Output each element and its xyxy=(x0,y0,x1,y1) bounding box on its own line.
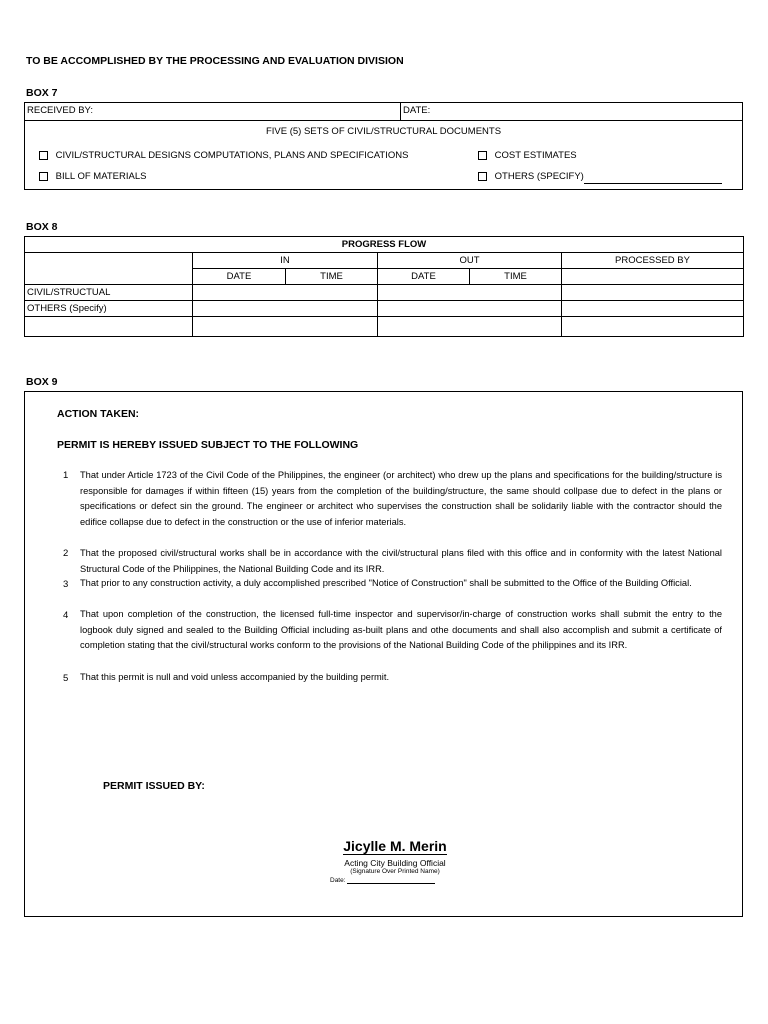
processed-by-header: PROCESSED BY xyxy=(562,253,744,269)
signature-date-label: Date: xyxy=(330,877,346,884)
progress-flow-title: PROGRESS FLOW xyxy=(25,237,744,253)
action-taken-label: ACTION TAKEN: xyxy=(57,408,140,420)
signature-date-line[interactable] xyxy=(347,883,435,884)
in-date-header: DATE xyxy=(193,269,286,285)
documents-title: FIVE (5) SETS OF CIVIL/STRUCTURAL DOCUMENTS xyxy=(265,126,502,137)
row-label-others: OTHERS (Specify) xyxy=(25,301,193,317)
permit-heading: PERMIT IS HEREBY ISSUED SUBJECT TO THE FOLLOWING xyxy=(57,439,359,451)
signature-date xyxy=(330,877,435,884)
condition-number: 2 xyxy=(63,548,69,559)
checkbox-bill-of-materials[interactable] xyxy=(39,171,146,182)
checkbox-others-label: OTHERS (SPECIFY) xyxy=(494,171,584,182)
signature-block xyxy=(285,838,505,875)
processed-by-cell[interactable] xyxy=(562,317,744,337)
condition-text: That under Article 1723 of the Civil Code of the Philippines, the engineer (or architect) who drew up the plans and specifications for the building/structure is responsible for damages if within fifteen (15) years from the completion of the building/structure, the same should collpase due to defect in the plans or specifications or defect sin the ground. The engineer or architect who supervises the construction shall be solidarily liable with the contractor should the edifice collapse due to defect in the construction or the use of inferior materials. xyxy=(80,470,722,527)
in-cell[interactable] xyxy=(193,285,378,301)
condition-number: 3 xyxy=(63,579,69,590)
table-row xyxy=(25,317,744,337)
out-time-header: TIME xyxy=(470,269,562,285)
condition-number: 5 xyxy=(63,673,69,684)
received-divider xyxy=(400,103,401,120)
checkbox-bill-label: BILL OF MATERIALS xyxy=(55,171,147,182)
box9 xyxy=(24,391,743,917)
processed-by-cell[interactable] xyxy=(562,285,744,301)
condition-text: That the proposed civil/structural works shall be in accordance with the civil/structural plans filed with this office and in conformity with the latest National Structural Code of the Philippines, the National Building Code and its IRR. xyxy=(80,548,722,574)
in-header: IN xyxy=(193,253,378,269)
box7 xyxy=(24,102,743,190)
permit-issued-by-label: PERMIT ISSUED BY: xyxy=(103,780,205,792)
row-label-blank xyxy=(25,317,193,337)
checkbox-icon[interactable] xyxy=(39,151,48,160)
processed-by-cell[interactable] xyxy=(562,301,744,317)
in-cell[interactable] xyxy=(193,301,378,317)
out-cell[interactable] xyxy=(378,317,562,337)
table-row xyxy=(25,285,744,301)
out-header: OUT xyxy=(378,253,562,269)
checkbox-designs[interactable] xyxy=(39,150,408,161)
signatory-title: Acting City Building Official xyxy=(344,858,446,868)
condition-text: That upon completion of the construction, the licensed full-time inspector and supervisor/in-charge of construction works shall submit the entry to the logbook duly signed and sealed to the Building Official including as-built plans and othe documents and shall also accomplish and submit a certificate of completion stating that the civil/structural works conform to the provisions of the National Building Code of the philippines and its IRR. xyxy=(80,609,722,650)
checkbox-designs-label: CIVIL/STRUCTURAL DESIGNS COMPUTATIONS, PLANS AND SPECIFICATIONS xyxy=(55,150,409,161)
others-specify-line[interactable] xyxy=(584,183,722,184)
checkbox-cost-estimates[interactable] xyxy=(478,150,577,161)
in-cell[interactable] xyxy=(193,317,378,337)
signature-caption: (Signature Over Printed Name) xyxy=(350,868,440,875)
checkbox-icon[interactable] xyxy=(478,172,487,181)
checkbox-others[interactable] xyxy=(478,171,584,182)
processed-by-blank xyxy=(562,269,744,285)
condition-text: That prior to any construction activity, a duly accomplished prescribed "Notice of Construction" shall be submitted to the Office of the Building Official. xyxy=(80,578,692,588)
box9-label: BOX 9 xyxy=(26,376,58,388)
out-date-header: DATE xyxy=(378,269,470,285)
condition-number: 1 xyxy=(63,470,69,481)
condition-number: 4 xyxy=(63,610,69,621)
in-time-header: TIME xyxy=(286,269,378,285)
received-by-label: RECEIVED BY: xyxy=(27,105,93,116)
box7-label: BOX 7 xyxy=(26,87,58,99)
date-label: DATE: xyxy=(403,105,431,116)
table-row xyxy=(25,301,744,317)
box8-label: BOX 8 xyxy=(26,221,58,233)
received-row xyxy=(25,103,742,121)
signatory-name: Jicylle M. Merin xyxy=(343,838,447,854)
out-cell[interactable] xyxy=(378,301,562,317)
row-header-blank xyxy=(25,253,193,285)
checkbox-icon[interactable] xyxy=(478,151,487,160)
out-cell[interactable] xyxy=(378,285,562,301)
checkbox-icon[interactable] xyxy=(39,172,48,181)
progress-flow-table xyxy=(24,236,744,337)
row-label-civil: CIVIL/STRUCTUAL xyxy=(25,285,193,301)
form-heading: TO BE ACCOMPLISHED BY THE PROCESSING AND EVALUATION DIVISION xyxy=(26,55,404,67)
checkbox-cost-label: COST ESTIMATES xyxy=(494,150,577,161)
condition-text: That this permit is null and void unless accompanied by the building permit. xyxy=(80,672,390,682)
